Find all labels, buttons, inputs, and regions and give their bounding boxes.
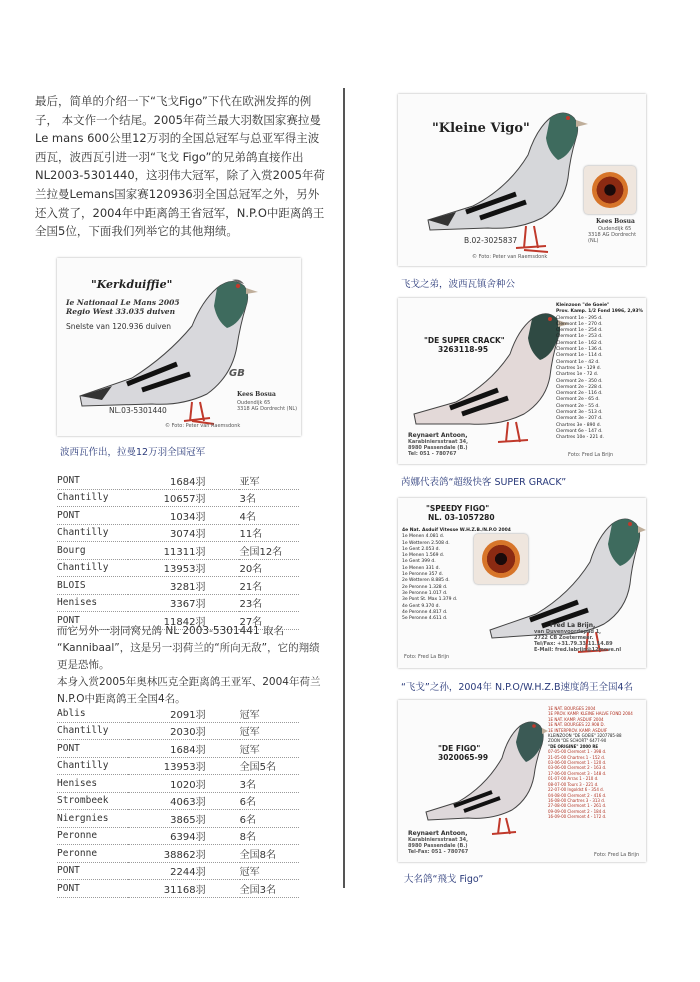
birds-cell: 6394羽 (128, 827, 239, 845)
list-item: 2e Wetteren 8.885 d. (402, 578, 450, 584)
place-cell: 6名 (240, 810, 299, 828)
list-item: Clermont 1e - 254 d. (556, 328, 603, 334)
owner-phone: Tel: 051 - 780767 (408, 451, 457, 457)
list-item: 16-09-00 Clermont 4 - 172 d. (548, 814, 607, 820)
ring-number: B.02-3025837 (464, 236, 518, 245)
race-cell: Chantilly (57, 524, 128, 542)
birds-cell: 4063羽 (128, 792, 239, 810)
list-item: Clermont 1e - 270 d. (556, 321, 603, 327)
list-heading: 1E NAT. BOURGES 22.908 D. (548, 722, 605, 728)
list-item: 27-08-00 Clermont 1 - 261 d. (548, 803, 607, 809)
race-list (556, 303, 643, 442)
race-cell: Chantilly (57, 722, 128, 740)
place-cell: 亚军 (239, 472, 299, 489)
race-cell: PONT (57, 862, 128, 880)
owner-email: E-Mail: fred.labrijn@12move.nl (534, 647, 622, 653)
race-cell: PONT (57, 740, 128, 758)
list-item: 22-07-00 Ingoldst 6 - 354 d. (548, 787, 604, 793)
list-item: 21-05-00 Chartres 1 - 152 d. (548, 754, 606, 760)
birds-cell: 3367羽 (128, 594, 239, 612)
race-cell: Bourg (57, 542, 128, 560)
photo-card-super-crack (398, 298, 646, 464)
list-item: 09-09-00 Clermont 2 - 184 d. (548, 808, 607, 814)
list-item: 4e Gent 9.370 d. (402, 603, 440, 609)
race-list (548, 706, 633, 820)
photo-credit: Foto: Fred La Brijn (568, 452, 614, 458)
list-item: Clermont 3e - 513 d. (556, 410, 603, 416)
race-cell: Chantilly (57, 757, 128, 775)
place-cell: 全国5名 (240, 757, 299, 775)
owner-name: Fred La Brijn, (550, 622, 596, 629)
table-row (57, 845, 299, 863)
list-item: "DE ORIGINE" 2000 RE (548, 743, 599, 749)
place-cell: 冠军 (240, 740, 299, 758)
birds-cell: 3865羽 (128, 810, 239, 828)
owner-phone: Tel-Fax: 051 - 780767 (408, 849, 469, 855)
list-heading: 1E NAT. BOURGES 2004 (548, 706, 596, 711)
list-item: 1e Menen 331 d. (402, 565, 440, 571)
card-title: "SPEEDY FIGO" (426, 504, 490, 513)
owner-address-1: Oudendijk 65 (237, 400, 271, 406)
birds-cell: 1684羽 (128, 472, 239, 489)
place-cell: 11名 (239, 524, 299, 542)
race-cell: Niergnies (57, 810, 128, 828)
table-row (57, 542, 299, 560)
card-title: "Kleine Vigo" (432, 121, 530, 136)
list-item: 1e Gent 399 d. (402, 559, 436, 565)
race-cell: Henises (57, 775, 128, 793)
birds-cell: 2030羽 (128, 722, 239, 740)
mid-note: 而它另外一羽同窝兄鸽 NL 2003-5301441 取名 “Kannibaal”，这是另一羽荷兰的“所向无敌”，它的翔绩更是恐怖。 本身入赏2005年奥林匹克全距离鸽王亚军、2004年荷兰N.P.O中距离鸽王全国4名。 (57, 625, 321, 705)
table-row (57, 472, 299, 489)
race-cell: PONT (57, 507, 128, 525)
list-item: Clermont 1e - 253 d. (556, 334, 603, 340)
photo-credit: Foto: Fred La Brijn (594, 852, 640, 858)
birds-cell: 3281羽 (128, 577, 239, 595)
birds-cell: 13953羽 (128, 559, 239, 577)
list-heading: 1E NAT. KAMP. ASDUIF 2004 (548, 716, 604, 722)
card-fastest: Snelste van 120.936 duiven (66, 322, 172, 331)
photo-card-kleine-vigo (398, 94, 646, 266)
race-cell: Strombeek (57, 792, 128, 810)
owner-address-2: 3318 AG Dordrecht (NL) (237, 406, 298, 412)
birds-cell: 3074羽 (128, 524, 239, 542)
logo-text: GB (229, 368, 245, 379)
owner-phone: Tel/Fax: +31.79.33.11.14.89 (534, 641, 613, 647)
list-item: 3e Peronne 1.017 d. (402, 590, 448, 596)
place-cell: 21名 (239, 577, 299, 595)
place-cell: 冠军 (240, 722, 299, 740)
list-item: Chartres 1e - 72 d. (556, 372, 599, 378)
results-table-2 (57, 705, 299, 898)
place-cell: 8名 (240, 827, 299, 845)
list-item: 5e Peronne 4.611 d. (402, 616, 448, 622)
table-row (57, 705, 299, 722)
race-cell: Peronne (57, 827, 128, 845)
ring-number: 3263118-95 (438, 345, 489, 354)
table-row (57, 757, 299, 775)
table-row (57, 775, 299, 793)
list-item: 16-08-00 Chartres 3 - 313 d. (548, 797, 606, 803)
list-heading: 1E PROV. KAMP. KLEINE HALVE FOND 2004 (548, 711, 633, 717)
place-cell: 全国3名 (240, 880, 299, 898)
list-item: 4e Peronne 4.817 d. (402, 609, 448, 615)
race-cell: PONT (57, 880, 128, 898)
photo-card-kerkduiffie (57, 258, 301, 436)
place-cell: 4名 (239, 507, 299, 525)
list-item: Chartres 1e - 129 d. (556, 365, 602, 371)
list-item: 17-06-00 Clermont 3 - 148 d. (548, 770, 607, 776)
list-item: Clermont 2e - 228 d. (556, 384, 603, 390)
birds-cell: 13953羽 (128, 757, 239, 775)
list-item: 1e Wetteren 2.508 d. (402, 540, 450, 546)
race-cell: Ablis (57, 705, 128, 722)
caption-kleine-vigo: 飞戈之弟，波西瓦镇舍种公 (401, 279, 516, 290)
place-cell: 3名 (239, 489, 299, 507)
list-item: 07-05-00 Clermont 1 - 398 d. (548, 749, 607, 755)
list-item: 08-07-00 Tours 3 - 221 d. (548, 781, 599, 787)
list-item: Chartres 10e - 221 d. (556, 435, 604, 441)
race-cell: Chantilly (57, 559, 128, 577)
photo-credit: Foto: Fred La Brijn (404, 654, 450, 660)
list-item: 1e Peronne 357 d. (402, 572, 444, 578)
photo-credit: © Foto: Peter van Raemsdonk (165, 423, 241, 429)
race-cell: BLOIS (57, 577, 128, 595)
owner-address-2: 3318 AG Dordrecht (NL) (588, 232, 637, 244)
ring-number: NL.03-5301440 (109, 406, 167, 415)
table-row (57, 507, 299, 525)
table-row (57, 577, 299, 595)
list-item: Clermont 2e - 65 d. (556, 397, 600, 403)
owner-address-2: 8980 Passendale (B.) (408, 843, 468, 849)
birds-cell: 1034羽 (128, 507, 239, 525)
list-item: Clermont 1e - 114 d. (556, 353, 603, 359)
place-cell: 全国8名 (240, 845, 299, 863)
list-item: 2e Peronne 1.328 d. (402, 584, 448, 590)
column-divider (343, 88, 345, 888)
photo-credit: © Foto: Peter van Raemsdonk (472, 254, 548, 260)
list-item: Clermont 1e - 136 d. (556, 347, 603, 353)
list-item: Clermont 2e - 350 d. (556, 378, 603, 384)
place-cell: 3名 (240, 775, 299, 793)
caption-de-figo: 大名鸽“飛戈 Figo” (404, 874, 484, 885)
birds-cell: 11842羽 (128, 612, 239, 630)
table-row (57, 880, 299, 898)
list-item: 3e Pont St. Max 1.379 d. (402, 597, 458, 603)
intro-paragraph: 最后，简单的介绍一下“飞戈Figo”下代在欧洲发挥的例子， 本文作一个结尾。2005年荷兰最大羽数国家赛拉曼 Le mans 600公里12万羽的全国总冠军与总亚军得主波西瓦，波西瓦引进一羽“飞戈 Figo”的兄弟鸽直接作出 NL2003-5301440，这羽伟大冠军，除了入赏2005年荷兰拉曼Lemans国家赛120936羽全国总冠军之外，另外还入赏了，2004年中距离鸽王省冠军，N.P.O中距离鸽王全国5位，下面我们列举它的其他翔绩。 (35, 94, 325, 239)
race-cell: Chantilly (57, 489, 128, 507)
birds-cell: 38862羽 (128, 845, 239, 863)
owner-address-2: 8980 Passendale (B.) (408, 445, 468, 451)
birds-cell: 1684羽 (128, 740, 239, 758)
list-item: 04-08-00 Clermont 2 - 416 d. (548, 792, 607, 798)
list-item: Clermont 2e - 55 d. (556, 403, 600, 409)
list-heading: ZOON "DE SCHORT" 6477-90 (548, 738, 607, 744)
place-cell: 6名 (240, 792, 299, 810)
list-item: Clermont 1e - 162 d. (556, 340, 603, 346)
owner-address-1: Karabiniersstraat 34, (408, 439, 469, 445)
card-subtitle-1: Ie Nationaal Le Mans 2005 (66, 298, 180, 307)
card-title: "DE FIGO" (438, 744, 481, 753)
owner-name: Kees Bosua (237, 391, 276, 398)
list-item: Clermont 1e - 295 d. (556, 315, 603, 321)
photo-card-speedy-figo (398, 498, 646, 668)
owner-address-1: van Duvenvoordepad 1, (534, 629, 602, 635)
table-row (57, 740, 299, 758)
owner-address-1: Oudendijk 65 (598, 226, 632, 232)
list-item: 1e Menen 4.081 d. (402, 534, 445, 540)
photo-card-de-figo (398, 700, 646, 862)
list-item: 03-06-00 Clermont 1 - 120 d. (548, 760, 607, 766)
card-title: "Kerkduiffie" (91, 278, 173, 291)
card-title: "DE SUPER CRACK" (424, 336, 505, 345)
birds-cell: 10657羽 (128, 489, 239, 507)
place-cell: 全国12名 (239, 542, 299, 560)
owner-address-1: Karabiniersstraat 34, (408, 837, 469, 843)
place-cell: 冠军 (240, 862, 299, 880)
place-cell: 20名 (239, 559, 299, 577)
owner-name: Reynaert Antoon, (408, 830, 468, 837)
birds-cell: 2244羽 (128, 862, 239, 880)
birds-cell: 11311羽 (128, 542, 239, 560)
list-item: 1e Menen 1.569 d. (402, 553, 445, 559)
place-cell: 冠军 (240, 705, 299, 722)
table-row (57, 524, 299, 542)
ring-number: NL. 03-1057280 (428, 513, 495, 522)
list-item: 03-06-00 Clermont 2 - 163 d. (548, 765, 607, 771)
table-row (57, 827, 299, 845)
owner-name: Reynaert Antoon, (408, 432, 468, 439)
owner-name: Kees Bosua (596, 218, 635, 225)
caption-super-crack: 芮娜代表鸽“超级快客 SUPER GRACK” (401, 477, 567, 488)
list-item: Clermont 2e - 116 d. (556, 391, 603, 397)
list-heading: 1E INTERPROV. KAMP. ASDUIF (548, 727, 608, 733)
table-row (57, 594, 299, 612)
birds-cell: 1020羽 (128, 775, 239, 793)
table-row (57, 489, 299, 507)
caption-kerkduiffie: 波西瓦作出，拉曼12万羽全国冠军 (60, 447, 206, 458)
caption-speedy-figo: “飞戈”之孙，2004年 N.P.O/W.H.Z.B速度鸽王全国4名 (401, 682, 634, 693)
list-heading: KLEINZOON "DE GOEIE" 3207785-88 (548, 733, 622, 739)
list-heading: 4e Nat. Asduif Vitesse W.H.Z.B./N.P.O 2004 (402, 528, 511, 533)
table-row (57, 559, 299, 577)
list-item: Clermont 3e - 207 d. (556, 416, 603, 422)
ring-number: 3020065-99 (438, 753, 489, 762)
eye-photo (584, 166, 636, 214)
table-row (57, 722, 299, 740)
list-item: Clermont 6e - 147 d. (556, 428, 603, 434)
list-item: 01-07-00 Arras 1 - 210 d. (548, 776, 599, 782)
race-cell: Henises (57, 594, 128, 612)
list-item: 1e Gent 2.053 d. (402, 546, 440, 552)
birds-cell: 2091羽 (128, 705, 239, 722)
place-cell: 27名 (239, 612, 299, 630)
list-item: Chartres 3e - 890 d. (556, 422, 602, 428)
race-cell: Peronne (57, 845, 128, 863)
table-row (57, 862, 299, 880)
list-heading: Kleinzoon "de Goeie" (556, 303, 610, 308)
race-cell: PONT (57, 612, 128, 630)
place-cell: 23名 (239, 594, 299, 612)
results-table-1 (57, 472, 299, 630)
table-row (57, 810, 299, 828)
table-row (57, 792, 299, 810)
list-item: Clermont 1e - 42 d. (556, 359, 600, 365)
birds-cell: 31168羽 (128, 880, 239, 898)
pigeon-image (418, 712, 548, 840)
card-subtitle-2: Regio West 33.035 duiven (66, 307, 176, 316)
owner-address-2: 2722 CB Zoetermeer. (534, 635, 594, 641)
list-heading: Prov. Kamp. 1/2 Fond 1996, 2,93% (556, 309, 644, 315)
race-cell: PONT (57, 472, 128, 489)
